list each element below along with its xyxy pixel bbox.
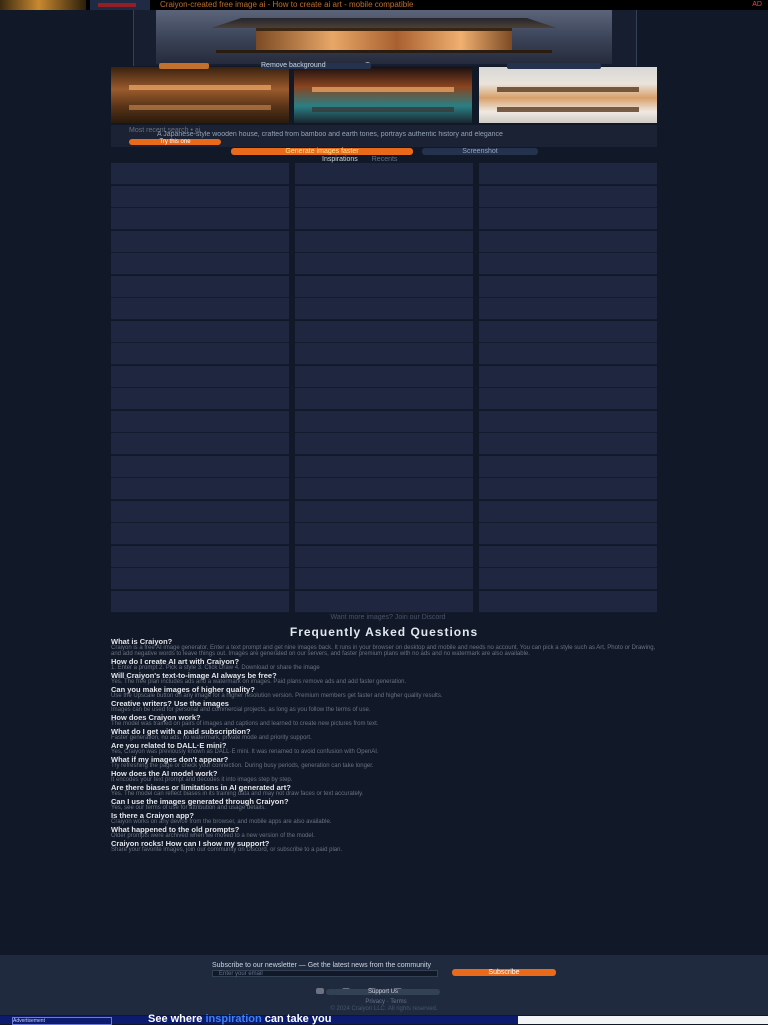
inspiration-tile[interactable]: [479, 163, 657, 185]
legal-links[interactable]: Privacy · Terms: [365, 999, 407, 1005]
faq-question: Can you make images of higher quality?: [111, 685, 255, 694]
inspiration-tile[interactable]: [295, 253, 473, 275]
banner-logo: Advertisement: [12, 1017, 112, 1025]
inspiration-tile[interactable]: [295, 478, 473, 500]
inspiration-tile[interactable]: [111, 186, 289, 208]
inspiration-grid: [111, 163, 657, 613]
social-links: [316, 981, 452, 989]
inspiration-tile[interactable]: [111, 343, 289, 365]
faq-answer: Yes. The free plan includes ads and a watermark on images. Paid plans remove ads and add faster generation.: [111, 679, 407, 685]
result-thumbnail-2[interactable]: [294, 67, 472, 123]
faq-question: Craiyon rocks! How can I show my support?: [111, 839, 270, 848]
inspiration-tile[interactable]: [479, 478, 657, 500]
support-us-button[interactable]: Support Us: [326, 989, 440, 995]
inspiration-tile[interactable]: [479, 456, 657, 478]
faq-answer: Try refreshing the page or check your connection. During busy periods, generation can take longer.: [111, 763, 374, 769]
faq-question: Can I use the images generated through Craiyon?: [111, 797, 289, 806]
inspiration-tile[interactable]: [295, 568, 473, 590]
inspiration-tile[interactable]: [111, 366, 289, 388]
footer: [0, 955, 768, 1015]
inspiration-tile[interactable]: [479, 388, 657, 410]
faq-answer: Yes, see our terms of use for attribution and usage details.: [111, 805, 266, 811]
image-tools-strip: [111, 62, 657, 70]
result-thumbnail-1[interactable]: [111, 67, 289, 123]
faq-list: [111, 637, 657, 943]
inspiration-tile[interactable]: [479, 433, 657, 455]
faq-answer: It encodes your text prompt and decodes it into images step by step.: [111, 777, 293, 783]
newsletter-label: Subscribe to our newsletter — Get the latest news from the community: [212, 962, 432, 969]
inspiration-tile[interactable]: [111, 523, 289, 545]
faq-answer: Faster generation, no ads, no watermark, private mode and priority support.: [111, 735, 312, 741]
inspiration-tile[interactable]: [111, 231, 289, 253]
thumb-house-band: [312, 107, 454, 112]
tool-chip[interactable]: [159, 63, 209, 69]
inspiration-tile[interactable]: [479, 523, 657, 545]
hero-house: [256, 28, 512, 50]
inspiration-tile[interactable]: [295, 388, 473, 410]
inspiration-tile[interactable]: [111, 568, 289, 590]
faq-question: What happened to the old prompts?: [111, 825, 240, 834]
subscribe-button[interactable]: Subscribe: [452, 969, 556, 976]
inspiration-tile[interactable]: [295, 186, 473, 208]
faq-question: Will Craiyon's text-to-image AI always be free?: [111, 671, 277, 680]
inspiration-tile[interactable]: [111, 433, 289, 455]
inspiration-tile[interactable]: [479, 231, 657, 253]
prompt-panel: [111, 125, 657, 147]
faq-answer: Craiyon works on any device from the browser, and mobile apps are also available.: [111, 819, 332, 825]
tab-recents[interactable]: Recents: [371, 156, 398, 163]
thumb-house-band: [129, 85, 271, 90]
ad-logo-image[interactable]: [0, 0, 86, 10]
inspiration-tile[interactable]: [111, 276, 289, 298]
inspiration-tile[interactable]: [479, 366, 657, 388]
thumb-house-band: [497, 87, 639, 92]
bottom-ad-banner[interactable]: [0, 1013, 518, 1025]
generate-faster-button[interactable]: Generate images faster: [231, 148, 413, 155]
newsletter-email-input[interactable]: Enter your email: [212, 970, 438, 977]
inspiration-tile[interactable]: [295, 343, 473, 365]
inspiration-tile[interactable]: [295, 298, 473, 320]
faq-question: How does the AI model work?: [111, 769, 218, 778]
grid-column: [295, 163, 473, 613]
inspiration-tile[interactable]: [111, 478, 289, 500]
faq-answer: Craiyon is a free AI image generator. Enter a text prompt and get nine images back. It runs in your browser on desktop and mobile and needs no account. You can pick a style such as Art, Photo or Drawing, and add negative words to leave things out. Images are generated on our servers, and faster premium plans with no ads and no watermark are also available.: [111, 645, 656, 657]
inspiration-tile[interactable]: [111, 321, 289, 343]
gallery-tabs: [322, 156, 452, 163]
grid-column: [479, 163, 657, 613]
inspiration-tile[interactable]: [479, 411, 657, 433]
thumb-house-band: [497, 107, 639, 112]
faq-answer: Use the Upscale button on any image for a higher resolution version. Premium members get faster and higher quality results.: [111, 693, 443, 699]
inspiration-tile[interactable]: [479, 208, 657, 230]
bottom-ad-blank: [518, 1016, 768, 1024]
inspiration-tile[interactable]: [479, 276, 657, 298]
discord-link[interactable]: Want more images? Join our Discord: [330, 614, 446, 621]
prompt-text: A Japanese-style wooden house, crafted from bamboo and earth tones, portrays authentic history and elegance: [157, 131, 503, 138]
inspiration-tile[interactable]: [111, 546, 289, 568]
remove-background-button[interactable]: Remove background: [261, 63, 371, 69]
inspiration-tile[interactable]: [295, 231, 473, 253]
inspiration-tile[interactable]: [295, 321, 473, 343]
inspiration-tile[interactable]: [111, 501, 289, 523]
inspiration-tile[interactable]: [295, 456, 473, 478]
inspiration-tile[interactable]: [479, 501, 657, 523]
hero-image[interactable]: [156, 10, 612, 64]
faq-answer: 1. Enter a prompt 2. Pick a style 3. Click Draw 4. Download or share the image: [111, 665, 320, 671]
faq-question: Are there biases or limitations in AI generated art?: [111, 783, 291, 792]
faq-answer: Share your favorite images, join our community on Discord, or subscribe to a paid plan.: [111, 847, 343, 853]
ad-thumbnail[interactable]: [90, 0, 150, 10]
inspiration-tile[interactable]: [295, 433, 473, 455]
faq-answer: Yes. The model can reflect biases in its training data and may not draw faces or text accurately.: [111, 791, 364, 797]
faq-answer: Images can be used for personal and commercial projects, as long as you follow the terms of use.: [111, 707, 371, 713]
ad-marker: AD: [752, 1, 762, 8]
inspiration-tile[interactable]: [111, 163, 289, 185]
screenshot-button[interactable]: Screenshot: [422, 148, 538, 155]
discord-icon[interactable]: [316, 988, 324, 994]
inspiration-tile[interactable]: [111, 388, 289, 410]
inspiration-tile[interactable]: [295, 163, 473, 185]
faq-answer: The model was trained on pairs of images and captions and learned to create new pictures from text.: [111, 721, 379, 727]
inspiration-tile[interactable]: [111, 253, 289, 275]
faq-question: How does Craiyon work?: [111, 713, 201, 722]
inspiration-tile[interactable]: [295, 501, 473, 523]
inspiration-tile[interactable]: [111, 208, 289, 230]
copyright: © 2024 Craiyon LLC. All rights reserved.: [330, 1006, 438, 1012]
inspiration-tile[interactable]: [111, 591, 289, 613]
banner-text: [148, 1014, 331, 1025]
faq-question: What is Craiyon?: [111, 637, 173, 646]
inspiration-tile[interactable]: [295, 523, 473, 545]
inspiration-tile[interactable]: [295, 366, 473, 388]
hero-base: [216, 50, 552, 53]
inspiration-tile[interactable]: [479, 568, 657, 590]
banner-text-end: can take you: [261, 1013, 332, 1025]
faq-question: What if my images don't appear?: [111, 755, 229, 764]
inspiration-tile[interactable]: [111, 411, 289, 433]
faq-question: Are you related to DALL·E mini?: [111, 741, 227, 750]
inspiration-tile[interactable]: [479, 253, 657, 275]
inspiration-tile[interactable]: [479, 546, 657, 568]
faq-answer: Older prompts were archived when we moved to a new version of the model.: [111, 833, 315, 839]
banner-text-start: See where: [148, 1013, 206, 1025]
thumb-house-band: [312, 87, 454, 92]
prompt-label: Most recent search • ai: [129, 127, 201, 134]
inspiration-tile[interactable]: [295, 546, 473, 568]
banner-text-highlight: inspiration: [205, 1013, 262, 1025]
faq-question: Creative writers? Use the images: [111, 699, 229, 708]
faq-title: Frequently Asked Questions: [289, 625, 479, 639]
faq-answer: Yes, Craiyon was previously known as DALL·E mini. It was renamed to avoid confusion with OpenAI.: [111, 749, 379, 755]
try-this-button[interactable]: Try this one: [129, 139, 221, 145]
inspiration-tile[interactable]: [295, 591, 473, 613]
hero-roof: [196, 18, 572, 28]
inspiration-tile[interactable]: [479, 321, 657, 343]
grid-column: [111, 163, 289, 613]
ad-text[interactable]: Craiyon-created free image ai - How to create ai art - mobile compatible: [160, 0, 414, 9]
inspiration-tile[interactable]: [479, 186, 657, 208]
tab-inspirations[interactable]: Inspirations: [322, 156, 358, 163]
thumb-house-band: [129, 105, 271, 110]
tool-chip[interactable]: [507, 63, 601, 69]
inspiration-tile[interactable]: [479, 591, 657, 613]
inspiration-tile[interactable]: [111, 456, 289, 478]
inspiration-tile[interactable]: [295, 208, 473, 230]
inspiration-tile[interactable]: [295, 276, 473, 298]
inspiration-tile[interactable]: [479, 343, 657, 365]
inspiration-tile[interactable]: [111, 298, 289, 320]
faq-question: How do I create AI art with Craiyon?: [111, 657, 240, 666]
result-thumbnail-3[interactable]: [479, 67, 657, 123]
faq-question: What do I get with a paid subscription?: [111, 727, 251, 736]
inspiration-tile[interactable]: [479, 298, 657, 320]
faq-question: Is there a Craiyon app?: [111, 811, 194, 820]
top-ad-bar[interactable]: [0, 0, 768, 10]
inspiration-tile[interactable]: [295, 411, 473, 433]
